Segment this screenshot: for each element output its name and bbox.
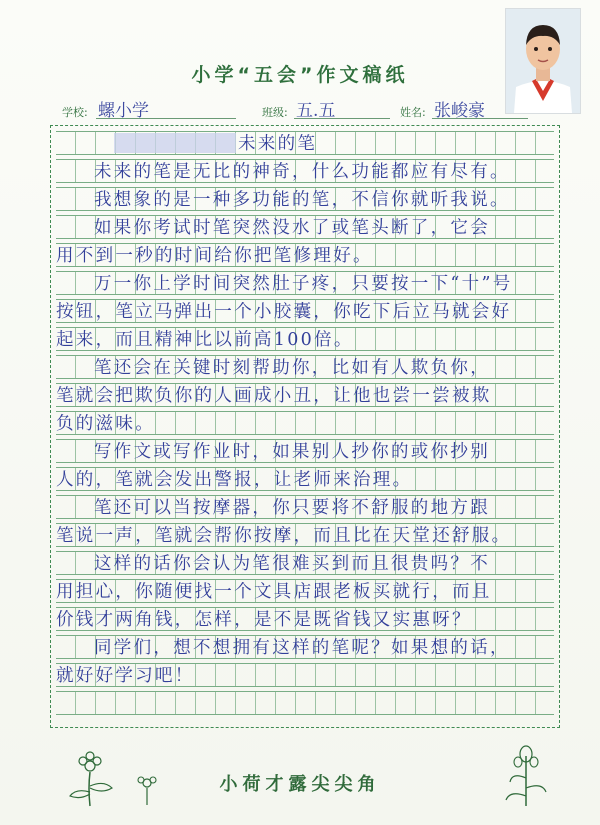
essay-line: 人的，笔就会发出警报，让老师来治理。 [56,467,554,491]
name-value: 张峻豪 [434,101,485,121]
class-label: 班级: [262,106,288,119]
essay-line: 按钮，笔立马弹出一个小胶囊，你吃下后立马就会好 [56,299,554,323]
essay-heading: 未来的笔 [238,134,318,154]
essay-line: 负的滋味。 [56,411,554,435]
essay-line: 同学们，想不想拥有这样的笔呢？如果想的话， [56,635,554,659]
school-label: 学校: [62,106,88,119]
essay-line: 笔就会把欺负你的人画成小丑，让他也尝一尝被欺 [56,383,554,407]
class-field [262,96,392,120]
name-label: 姓名: [400,106,426,119]
blank-line [56,691,554,715]
school-value: 螺小学 [98,101,149,121]
essay-heading-row [56,131,554,155]
essay-line: 用不到一秒的时间给你把笔修理好。 [56,243,554,267]
essay-line: 起来，而且精神比以前高100倍。 [56,327,554,351]
essay-line: 我想象的是一种多功能的笔，不信你就听我说。 [56,187,554,211]
essay-line: 这样的话你会认为笔很难买到而且很贵吗？不 [56,551,554,575]
page-title: 小学“五会”作文稿纸 [191,64,409,86]
essay-line: 笔还会在关键时刻帮助你，比如有人欺负你， [56,355,554,379]
essay-line: 价钱才两角钱，怎样，是不是既省钱又实惠呀？ [56,607,554,631]
essay-line: 用担心，你随便找一个文具店跟老板买就行，而且 [56,579,554,603]
erased-mark [114,133,236,153]
essay-line: 笔还可以当按摩器，你只要将不舒服的地方跟 [56,495,554,519]
school-field [62,96,237,120]
essay-line: 写作文或写作业时，如果别人抄你的或你抄别 [56,439,554,463]
footer-motto: 小荷才露尖尖角 [219,774,381,795]
plant-icon [500,742,552,808]
essay-line: 未来的笔是无比的神奇，什么功能都应有尽有。 [56,159,554,183]
essay-line: 笔说一声，笔就会帮你按摩，而且比在天堂还舒服。 [56,523,554,547]
essay-line: 就好好学习吧！ [56,663,554,687]
class-value: 五.五 [296,101,336,121]
essay-line: 万一你上学时间突然肚子疼，只要按一下“十”号 [56,271,554,295]
essay-line: 如果你考试时笔突然没水了或笔头断了，它会 [56,215,554,239]
name-field [400,96,530,120]
writing-grid [50,125,560,728]
